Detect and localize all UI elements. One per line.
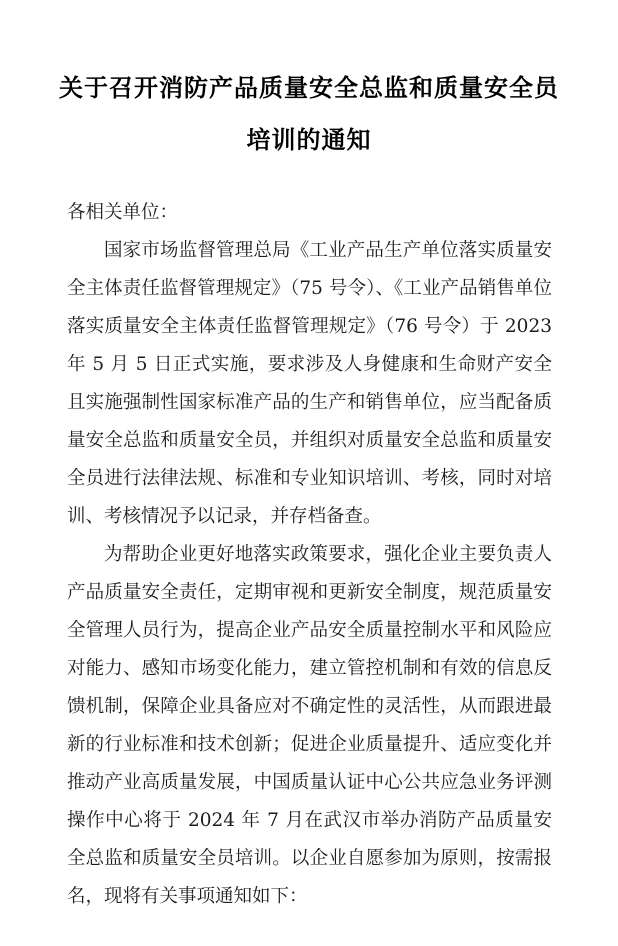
paragraph-1: 国家市场监督管理总局《工业产品生产单位落实质量安全主体责任监督管理规定》（75 号令）、《工业产品销售单位落实质量安全主体责任监督管理规定》（76 号令）于 2023 年 5 月 5 日正式实施，要求涉及人身健康和生命财产安全且实施强制性国家标准产品的生产和销售单位，应当配备质量安全总监和质量安全员，并组织对质量安全总监和质量安全员进行法律法规、标准和专业知识培训、考核，同时对培训、考核情况予以记录，并存档备查。: [67, 240, 552, 527]
salutation: 各相关单位：: [67, 202, 179, 223]
notice-title-line-2: 培训的通知: [246, 126, 372, 154]
paragraph-2: 为帮助企业更好地落实政策要求，强化企业主要负责人产品质量安全责任，定期审视和更新安全制度，规范质量安全管理人员行为，提高企业产品安全质量控制水平和风险应对能力、感知市场变化能力，建立管控机制和有效的信息反馈机制，保障企业具备应对不确定性的灵活性，从而跟进最新的行业标准和技术创新；促进企业质量提升、适应变化并推动产业高质量发展，中国质量认证中心公共应急业务评测操作中心将于 2024 年 7 月在武汉市举办消防产品质量安全总监和质量安全员培训。以企业自愿参加为原则，按需报名，现将有关事项通知如下：: [67, 544, 552, 907]
notice-title: [0, 0, 618, 166]
notice-body: [67, 194, 552, 916]
notice-title-line-1: 关于召开消防产品质量安全总监和质量安全员: [59, 74, 559, 102]
